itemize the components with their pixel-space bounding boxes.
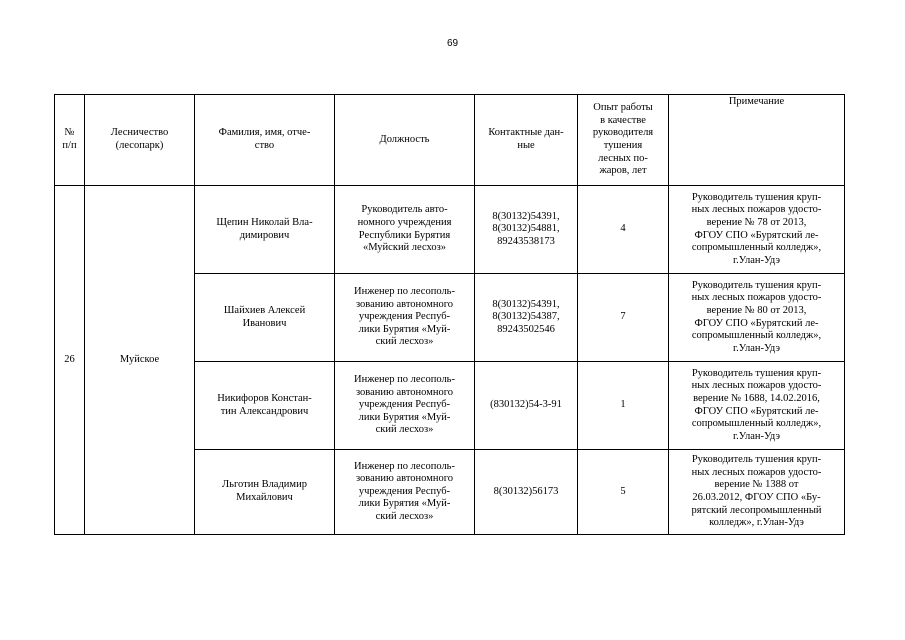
header-forestry: Лесничество (лесопарк) xyxy=(85,95,195,186)
table-header xyxy=(55,95,845,186)
header-full-name: Фамилия, имя, отче- ство xyxy=(195,95,335,186)
group-forestry-cell: Муйское xyxy=(85,186,195,535)
name-cell: Шайхиев Алексей Иванович xyxy=(195,274,335,362)
experience-cell: 4 xyxy=(578,186,669,274)
header-position: Должность xyxy=(335,95,475,186)
header-experience: Опыт работы в качестве руководителя тушения лесных по- жаров, лет xyxy=(578,95,669,186)
experience-cell: 5 xyxy=(578,450,669,535)
fire-managers-table xyxy=(54,94,845,535)
contacts-cell: 8(30132)54391, 8(30132)54881, 89243538173 xyxy=(475,186,578,274)
contacts-cell: 8(30132)54391, 8(30132)54387, 89243502546 xyxy=(475,274,578,362)
group-number-cell: 26 xyxy=(55,186,85,535)
contacts-cell: (830132)54-3-91 xyxy=(475,362,578,450)
header-number: № п/п xyxy=(55,95,85,186)
position-cell: Руководитель авто- номного учреждения Республики Бурятия «Муйский лесхоз» xyxy=(335,186,475,274)
notes-cell: Руководитель тушения круп- ных лесных пожаров удосто- верение № 1388 от 26.03.2012, ФГОУ СПО «Бу- рятский лесопромышленный колледж», г.Улан-Удэ xyxy=(669,450,845,535)
header-notes: Примечание xyxy=(669,95,845,186)
notes-cell: Руководитель тушения круп- ных лесных пожаров удосто- верение № 78 от 2013, ФГОУ СПО «Бурятский ле- сопромышленный колледж», г.Улан-Удэ xyxy=(669,186,845,274)
table-body xyxy=(55,186,845,535)
name-cell: Щепин Николай Вла- димирович xyxy=(195,186,335,274)
experience-cell: 7 xyxy=(578,274,669,362)
position-cell: Инженер по лесополь- зованию автономного учреждения Респуб- лики Бурятия «Муй- ский лесхоз» xyxy=(335,274,475,362)
contacts-cell: 8(30132)56173 xyxy=(475,450,578,535)
table-row xyxy=(55,186,845,274)
page-number: 69 xyxy=(446,38,459,49)
notes-cell: Руководитель тушения круп- ных лесных пожаров удосто- верение № 1688, 14.02.2016, ФГОУ СПО «Бурятский ле- сопромышленный колледж», г.Улан-Удэ xyxy=(669,362,845,450)
notes-cell: Руководитель тушения круп- ных лесных пожаров удосто- верение № 80 от 2013, ФГОУ СПО «Бурятский ле- сопромышленный колледж», г.Улан-Удэ xyxy=(669,274,845,362)
position-cell: Инженер по лесополь- зованию автономного учреждения Респуб- лики Бурятия «Муй- ский лесхоз» xyxy=(335,362,475,450)
name-cell: Никифоров Констан- тин Александрович xyxy=(195,362,335,450)
position-cell: Инженер по лесополь- зованию автономного учреждения Респуб- лики Бурятия «Муй- ский лесхоз» xyxy=(335,450,475,535)
header-contacts: Контактные дан- ные xyxy=(475,95,578,186)
header-row xyxy=(55,95,845,186)
experience-cell: 1 xyxy=(578,362,669,450)
name-cell: Льготин Владимир Михайлович xyxy=(195,450,335,535)
